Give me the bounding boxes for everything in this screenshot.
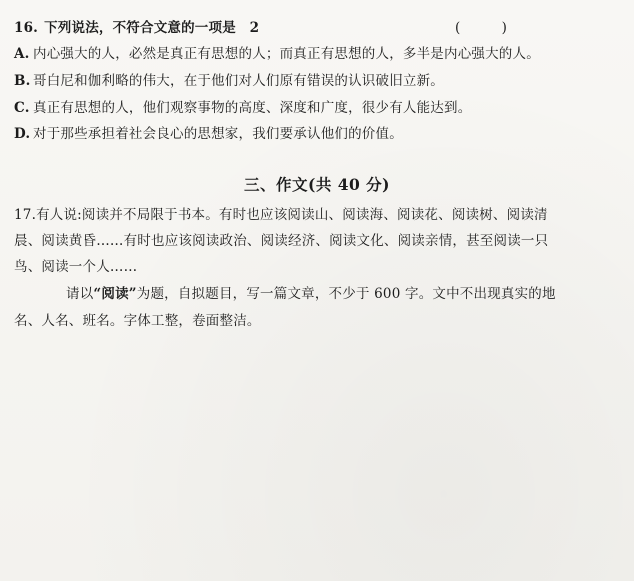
question-17-prompt xyxy=(66,285,556,303)
option-b-letter: B. xyxy=(14,73,31,89)
essay-topic: “阅读” xyxy=(93,286,137,302)
option-d-text: 对于那些承担着社会良心的思想家，我们要承认他们的价值。 xyxy=(33,126,403,142)
option-c-letter: C. xyxy=(14,100,30,116)
option-a-text: 内心强大的人，必然是真正有思想的人；而真正有思想的人，多半是内心强大的人。 xyxy=(33,46,540,62)
answer-blank: ( ) xyxy=(455,20,508,36)
option-d xyxy=(14,125,403,143)
option-c xyxy=(14,99,471,117)
prompt-rest: 为题，自拟题目，写一篇文章，不少于 600 字。文中不出现真实的地 xyxy=(136,286,556,302)
prompt-prefix: 请以 xyxy=(66,286,94,302)
option-a xyxy=(14,45,540,63)
question-17-line-3: 鸟、阅读一个人…… xyxy=(14,259,138,275)
question-17-line-5: 名、人名、班名。字体工整，卷面整洁。 xyxy=(14,313,261,329)
question-16-number: 16. xyxy=(14,20,39,36)
option-b-text: 哥白尼和伽利略的伟大，在于他们对人们原有错误的认识破旧立新。 xyxy=(33,73,444,89)
question-16-text: 下列说法，不符合文意的一项是 2 xyxy=(44,20,260,36)
option-b xyxy=(14,72,444,90)
question-16-stem xyxy=(14,19,508,37)
option-a-letter: A. xyxy=(14,46,30,62)
option-c-text: 真正有思想的人，他们观察事物的高度、深度和广度，很少有人能达到。 xyxy=(33,100,472,116)
question-17-line-1: 17.有人说:阅读并不局限于书本。有时也应该阅读山、阅读海、阅读花、阅读树、阅读清 xyxy=(14,207,548,223)
section-title: 三、作文(共 40 分) xyxy=(243,175,391,194)
question-17-line-2: 晨、阅读黄昏……有时也应该阅读政治、阅读经济、阅读文化、阅读亲情，甚至阅读一只 xyxy=(14,233,549,249)
option-d-letter: D. xyxy=(14,126,31,142)
